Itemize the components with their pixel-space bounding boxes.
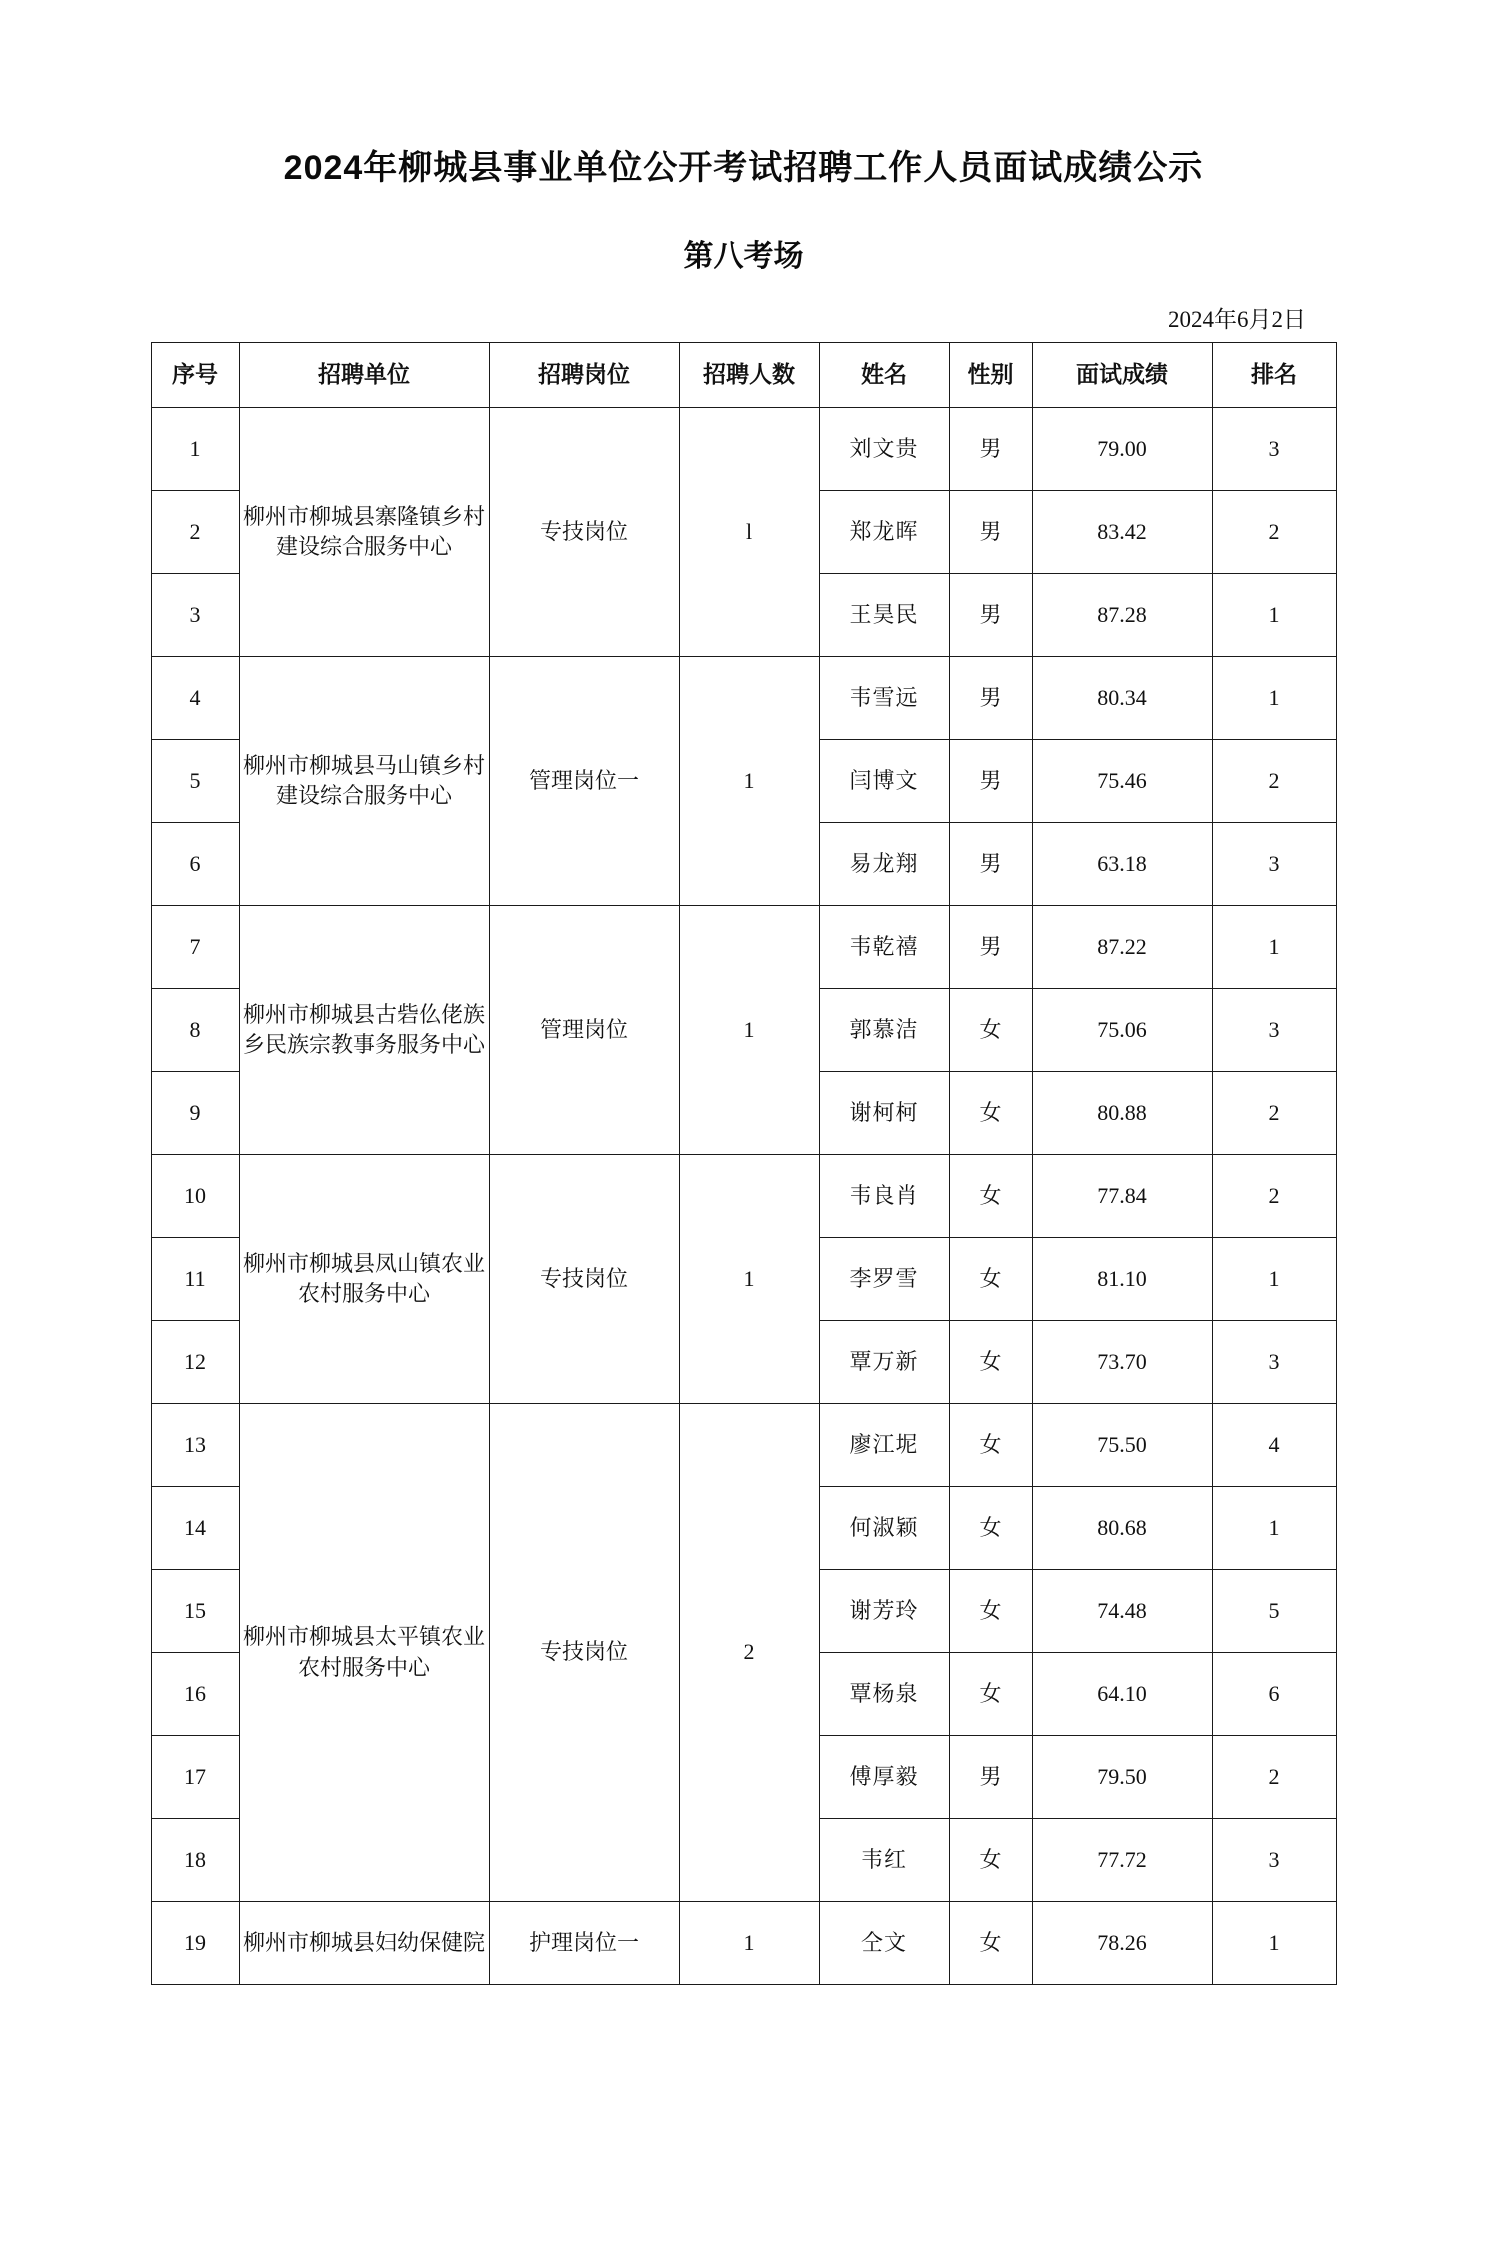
cell-sex: 女: [949, 1404, 1032, 1487]
cell-score: 87.28: [1032, 574, 1212, 657]
cell-headcount: 1: [679, 1902, 819, 1985]
cell-score: 77.84: [1032, 1155, 1212, 1238]
cell-headcount: 1: [679, 1155, 819, 1404]
cell-sex: 男: [949, 740, 1032, 823]
cell-index: 3: [151, 574, 239, 657]
cell-rank: 3: [1212, 823, 1336, 906]
cell-score: 80.88: [1032, 1072, 1212, 1155]
cell-score: 74.48: [1032, 1570, 1212, 1653]
header-post: 招聘岗位: [489, 343, 679, 408]
cell-headcount: 2: [679, 1404, 819, 1902]
cell-sex: 女: [949, 1487, 1032, 1570]
cell-name: 覃杨泉: [819, 1653, 949, 1736]
header-rank: 排名: [1212, 343, 1336, 408]
cell-index: 13: [151, 1404, 239, 1487]
cell-headcount: 1: [679, 657, 819, 906]
table-body: [151, 408, 1336, 1985]
cell-rank: 3: [1212, 1819, 1336, 1902]
cell-name: 韦良肖: [819, 1155, 949, 1238]
cell-index: 6: [151, 823, 239, 906]
cell-index: 11: [151, 1238, 239, 1321]
cell-name: 李罗雪: [819, 1238, 949, 1321]
table-row: [151, 906, 1336, 989]
cell-index: 15: [151, 1570, 239, 1653]
cell-name: 郭慕洁: [819, 989, 949, 1072]
cell-rank: 4: [1212, 1404, 1336, 1487]
cell-sex: 女: [949, 1819, 1032, 1902]
cell-score: 64.10: [1032, 1653, 1212, 1736]
cell-name: 覃万新: [819, 1321, 949, 1404]
cell-index: 8: [151, 989, 239, 1072]
cell-score: 80.34: [1032, 657, 1212, 740]
cell-name: 廖江坭: [819, 1404, 949, 1487]
cell-index: 7: [151, 906, 239, 989]
cell-sex: 女: [949, 1072, 1032, 1155]
cell-rank: 3: [1212, 989, 1336, 1072]
cell-post: 专技岗位: [489, 1155, 679, 1404]
cell-index: 14: [151, 1487, 239, 1570]
cell-rank: 2: [1212, 491, 1336, 574]
cell-unit: 柳州市柳城县马山镇乡村建设综合服务中心: [239, 657, 489, 906]
cell-score: 83.42: [1032, 491, 1212, 574]
cell-unit: 柳州市柳城县太平镇农业农村服务中心: [239, 1404, 489, 1902]
header-score: 面试成绩: [1032, 343, 1212, 408]
cell-unit: 柳州市柳城县古砦仫佬族乡民族宗教事务服务中心: [239, 906, 489, 1155]
header-index: 序号: [151, 343, 239, 408]
cell-rank: 1: [1212, 1487, 1336, 1570]
cell-sex: 女: [949, 1238, 1032, 1321]
cell-post: 管理岗位一: [489, 657, 679, 906]
cell-name: 闫博文: [819, 740, 949, 823]
cell-sex: 女: [949, 1653, 1032, 1736]
cell-post: 护理岗位一: [489, 1902, 679, 1985]
cell-rank: 1: [1212, 657, 1336, 740]
cell-score: 77.72: [1032, 1819, 1212, 1902]
cell-index: 12: [151, 1321, 239, 1404]
cell-name: 王昊民: [819, 574, 949, 657]
cell-post: 专技岗位: [489, 1404, 679, 1902]
cell-sex: 男: [949, 906, 1032, 989]
cell-sex: 女: [949, 1321, 1032, 1404]
cell-sex: 男: [949, 574, 1032, 657]
cell-index: 2: [151, 491, 239, 574]
cell-sex: 男: [949, 491, 1032, 574]
date-line: [171, 301, 1316, 334]
cell-unit: 柳州市柳城县妇幼保健院: [239, 1902, 489, 1985]
document-page: [0, 140, 1487, 2242]
cell-rank: 5: [1212, 1570, 1336, 1653]
cell-index: 16: [151, 1653, 239, 1736]
header-unit: 招聘单位: [239, 343, 489, 408]
table-row: [151, 657, 1336, 740]
cell-index: 19: [151, 1902, 239, 1985]
cell-name: 仝文: [819, 1902, 949, 1985]
cell-rank: 2: [1212, 1155, 1336, 1238]
table-row: [151, 1902, 1336, 1985]
cell-name: 韦乾禧: [819, 906, 949, 989]
cell-rank: 2: [1212, 1072, 1336, 1155]
cell-score: 79.50: [1032, 1736, 1212, 1819]
cell-headcount: 1: [679, 906, 819, 1155]
cell-sex: 男: [949, 1736, 1032, 1819]
cell-rank: 1: [1212, 1238, 1336, 1321]
header-headcount: 招聘人数: [679, 343, 819, 408]
cell-name: 易龙翔: [819, 823, 949, 906]
cell-sex: 男: [949, 823, 1032, 906]
cell-name: 傅厚毅: [819, 1736, 949, 1819]
cell-name: 刘文贵: [819, 408, 949, 491]
cell-index: 10: [151, 1155, 239, 1238]
cell-unit: 柳州市柳城县寨隆镇乡村建设综合服务中心: [239, 408, 489, 657]
cell-index: 9: [151, 1072, 239, 1155]
cell-rank: 3: [1212, 1321, 1336, 1404]
cell-name: 韦雪远: [819, 657, 949, 740]
cell-index: 18: [151, 1819, 239, 1902]
cell-rank: 1: [1212, 1902, 1336, 1985]
cell-score: 75.46: [1032, 740, 1212, 823]
cell-score: 63.18: [1032, 823, 1212, 906]
cell-rank: 3: [1212, 408, 1336, 491]
cell-index: 17: [151, 1736, 239, 1819]
table-row: [151, 408, 1336, 491]
page-subtitle: 第八考场: [683, 240, 804, 273]
cell-rank: 2: [1212, 1736, 1336, 1819]
cell-sex: 女: [949, 1155, 1032, 1238]
cell-score: 75.50: [1032, 1404, 1212, 1487]
cell-rank: 6: [1212, 1653, 1336, 1736]
cell-sex: 女: [949, 989, 1032, 1072]
cell-headcount: l: [679, 408, 819, 657]
cell-score: 78.26: [1032, 1902, 1212, 1985]
cell-index: 5: [151, 740, 239, 823]
cell-index: 4: [151, 657, 239, 740]
cell-score: 81.10: [1032, 1238, 1212, 1321]
interview-scores-table: [151, 342, 1337, 1985]
cell-score: 75.06: [1032, 989, 1212, 1072]
header-sex: 性别: [949, 343, 1032, 408]
cell-rank: 2: [1212, 740, 1336, 823]
cell-sex: 女: [949, 1570, 1032, 1653]
cell-score: 79.00: [1032, 408, 1212, 491]
cell-unit: 柳州市柳城县凤山镇农业农村服务中心: [239, 1155, 489, 1404]
cell-rank: 1: [1212, 906, 1336, 989]
page-title: 2024年柳城县事业单位公开考试招聘工作人员面试成绩公示: [283, 149, 1204, 187]
cell-post: 专技岗位: [489, 408, 679, 657]
table-header-row: [151, 343, 1336, 408]
cell-sex: 女: [949, 1902, 1032, 1985]
cell-name: 何淑颖: [819, 1487, 949, 1570]
cell-score: 80.68: [1032, 1487, 1212, 1570]
cell-sex: 男: [949, 408, 1032, 491]
table-row: [151, 1404, 1336, 1487]
cell-name: 谢芳玲: [819, 1570, 949, 1653]
table-row: [151, 1155, 1336, 1238]
publish-date: 2024年6月2日: [1168, 307, 1306, 332]
header-name: 姓名: [819, 343, 949, 408]
cell-post: 管理岗位: [489, 906, 679, 1155]
cell-score: 87.22: [1032, 906, 1212, 989]
cell-name: 郑龙晖: [819, 491, 949, 574]
cell-name: 韦红: [819, 1819, 949, 1902]
cell-rank: 1: [1212, 574, 1336, 657]
cell-index: 1: [151, 408, 239, 491]
cell-score: 73.70: [1032, 1321, 1212, 1404]
cell-name: 谢柯柯: [819, 1072, 949, 1155]
cell-sex: 男: [949, 657, 1032, 740]
